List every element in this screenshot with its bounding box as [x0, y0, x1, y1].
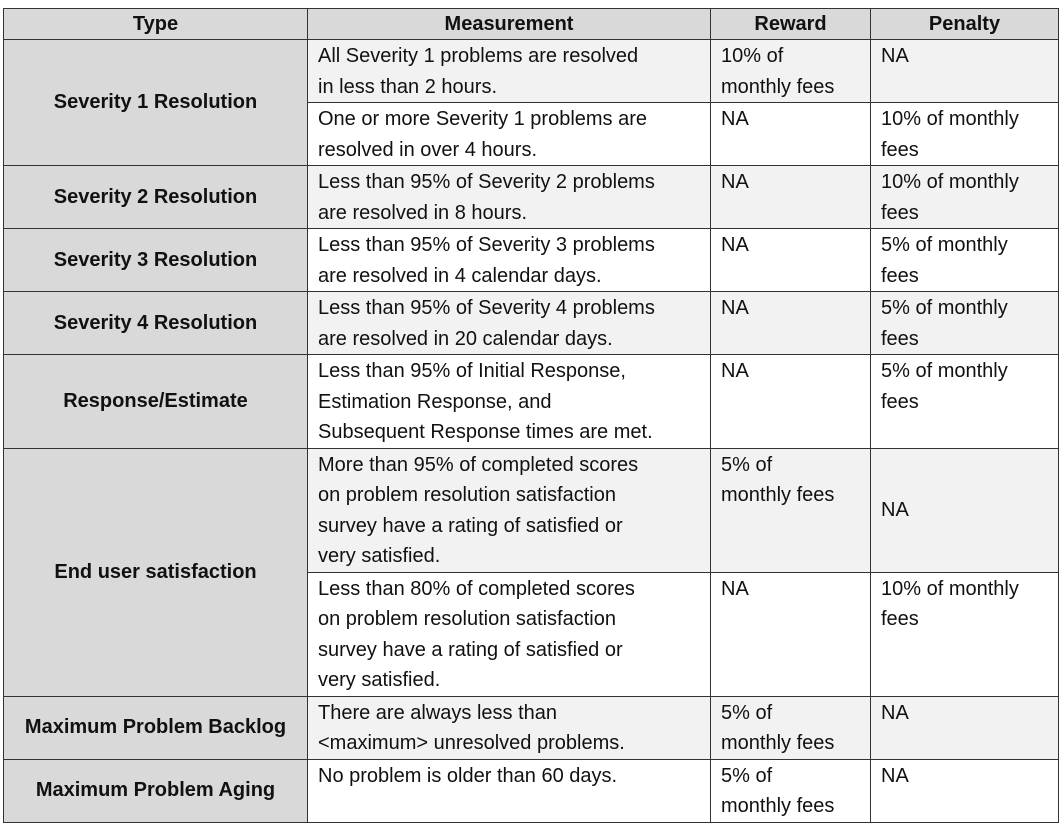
- reward-cell: [711, 229, 871, 292]
- header-reward: Reward: [711, 9, 871, 40]
- cell-line: All Severity 1 problems are resolved: [318, 45, 639, 67]
- table-row: [4, 696, 1059, 759]
- cell-line: very satisfied.: [318, 545, 441, 567]
- reward-cell: [711, 448, 871, 572]
- cell-line: survey have a rating of satisfied or: [318, 638, 623, 661]
- type-max-aging: Maximum Problem Aging: [4, 759, 308, 822]
- measurement-cell: [308, 355, 711, 449]
- type-severity-2: Severity 2 Resolution: [4, 166, 308, 229]
- table-row: [4, 355, 1059, 449]
- measurement-cell: [308, 229, 711, 292]
- penalty-cell: [871, 40, 1059, 103]
- cell-line: fees: [881, 608, 919, 630]
- cell-line: 5% of monthly: [881, 297, 1008, 319]
- cell-line: monthly fees: [721, 732, 835, 754]
- cell-line: There are always less than: [318, 701, 558, 724]
- table-row: [4, 292, 1059, 355]
- reward-cell: [711, 355, 871, 449]
- measurement-cell: [308, 572, 711, 696]
- type-severity-3: Severity 3 Resolution: [4, 229, 308, 292]
- measurement-cell: [308, 696, 711, 759]
- cell-line: Less than 95% of Severity 3 problems: [318, 234, 655, 256]
- type-severity-1: Severity 1 Resolution: [4, 40, 308, 166]
- cell-line: very satisfied.: [318, 669, 441, 691]
- cell-line: in less than 2 hours.: [318, 75, 497, 98]
- cell-line: 10% of: [721, 45, 784, 67]
- cell-line: NA: [881, 701, 909, 724]
- reward-cell: [711, 40, 871, 103]
- cell-line: Less than 80% of completed scores: [318, 577, 635, 600]
- type-max-backlog: Maximum Problem Backlog: [4, 696, 308, 759]
- header-type: Type: [4, 9, 308, 40]
- reward-cell: [711, 292, 871, 355]
- sla-table: [3, 8, 1059, 823]
- table-row: [4, 229, 1059, 292]
- header-penalty: Penalty: [871, 9, 1059, 40]
- cell-line: monthly fees: [721, 795, 835, 817]
- cell-line: NA: [721, 577, 749, 600]
- cell-line: Less than 95% of Severity 2 problems: [318, 171, 655, 193]
- cell-line: NA: [721, 171, 749, 193]
- cell-line: 10% of monthly: [881, 171, 1019, 193]
- reward-cell: [711, 166, 871, 229]
- penalty-cell: [871, 759, 1059, 822]
- reward-cell: [711, 572, 871, 696]
- table-row: [4, 448, 1059, 572]
- cell-line: 10% of monthly: [881, 577, 1019, 600]
- measurement-cell: [308, 40, 711, 103]
- table-row: [4, 166, 1059, 229]
- cell-line: fees: [881, 327, 919, 350]
- penalty-cell: [871, 166, 1059, 229]
- measurement-cell: [308, 448, 711, 572]
- cell-line: resolved in over 4 hours.: [318, 138, 538, 161]
- cell-line: NA: [721, 360, 749, 382]
- cell-line: NA: [881, 499, 909, 522]
- penalty-cell: [871, 448, 1059, 572]
- reward-cell: [711, 696, 871, 759]
- penalty-cell: [871, 355, 1059, 449]
- measurement-cell: [308, 166, 711, 229]
- cell-line: 5% of: [721, 764, 773, 787]
- table-row: [4, 40, 1059, 103]
- cell-line: Estimation Response, and: [318, 390, 552, 413]
- cell-line: NA: [881, 45, 909, 67]
- cell-line: 5% of: [721, 701, 773, 724]
- cell-line: <maximum> unresolved problems.: [318, 732, 625, 754]
- cell-line: No problem is older than 60 days.: [318, 764, 618, 787]
- cell-line: 5% of: [721, 453, 773, 476]
- cell-line: fees: [881, 201, 919, 224]
- table-row: [4, 759, 1059, 822]
- cell-line: survey have a rating of satisfied or: [318, 514, 623, 537]
- cell-line: Less than 95% of Severity 4 problems: [318, 297, 655, 319]
- header-row: [4, 9, 1059, 40]
- penalty-cell: [871, 229, 1059, 292]
- cell-line: 5% of monthly: [881, 360, 1008, 382]
- cell-line: on problem resolution satisfaction: [318, 484, 616, 506]
- reward-cell: [711, 103, 871, 166]
- type-response-estimate: Response/Estimate: [4, 355, 308, 449]
- cell-line: NA: [881, 764, 909, 787]
- cell-line: are resolved in 8 hours.: [318, 201, 528, 224]
- penalty-cell: [871, 292, 1059, 355]
- header-measurement: Measurement: [308, 9, 711, 40]
- measurement-cell: [308, 103, 711, 166]
- measurement-cell: [308, 759, 711, 822]
- penalty-cell: [871, 572, 1059, 696]
- type-severity-4: Severity 4 Resolution: [4, 292, 308, 355]
- cell-line: are resolved in 20 calendar days.: [318, 327, 613, 350]
- reward-cell: [711, 759, 871, 822]
- measurement-cell: [308, 292, 711, 355]
- cell-line: monthly fees: [721, 484, 835, 506]
- cell-line: 5% of monthly: [881, 234, 1008, 256]
- cell-line: Subsequent Response times are met.: [318, 421, 653, 443]
- cell-line: One or more Severity 1 problems are: [318, 108, 648, 130]
- cell-line: More than 95% of completed scores: [318, 453, 639, 476]
- cell-line: NA: [721, 234, 749, 256]
- cell-line: fees: [881, 264, 919, 287]
- cell-line: monthly fees: [721, 75, 835, 98]
- cell-line: 10% of monthly: [881, 108, 1019, 130]
- cell-line: Less than 95% of Initial Response,: [318, 360, 626, 382]
- penalty-cell: [871, 103, 1059, 166]
- type-end-user-satisfaction: End user satisfaction: [4, 448, 308, 696]
- cell-line: fees: [881, 390, 919, 413]
- cell-line: are resolved in 4 calendar days.: [318, 264, 602, 287]
- penalty-cell: [871, 696, 1059, 759]
- cell-line: NA: [721, 297, 749, 319]
- cell-line: fees: [881, 138, 919, 161]
- cell-line: on problem resolution satisfaction: [318, 608, 616, 630]
- cell-line: NA: [721, 108, 749, 130]
